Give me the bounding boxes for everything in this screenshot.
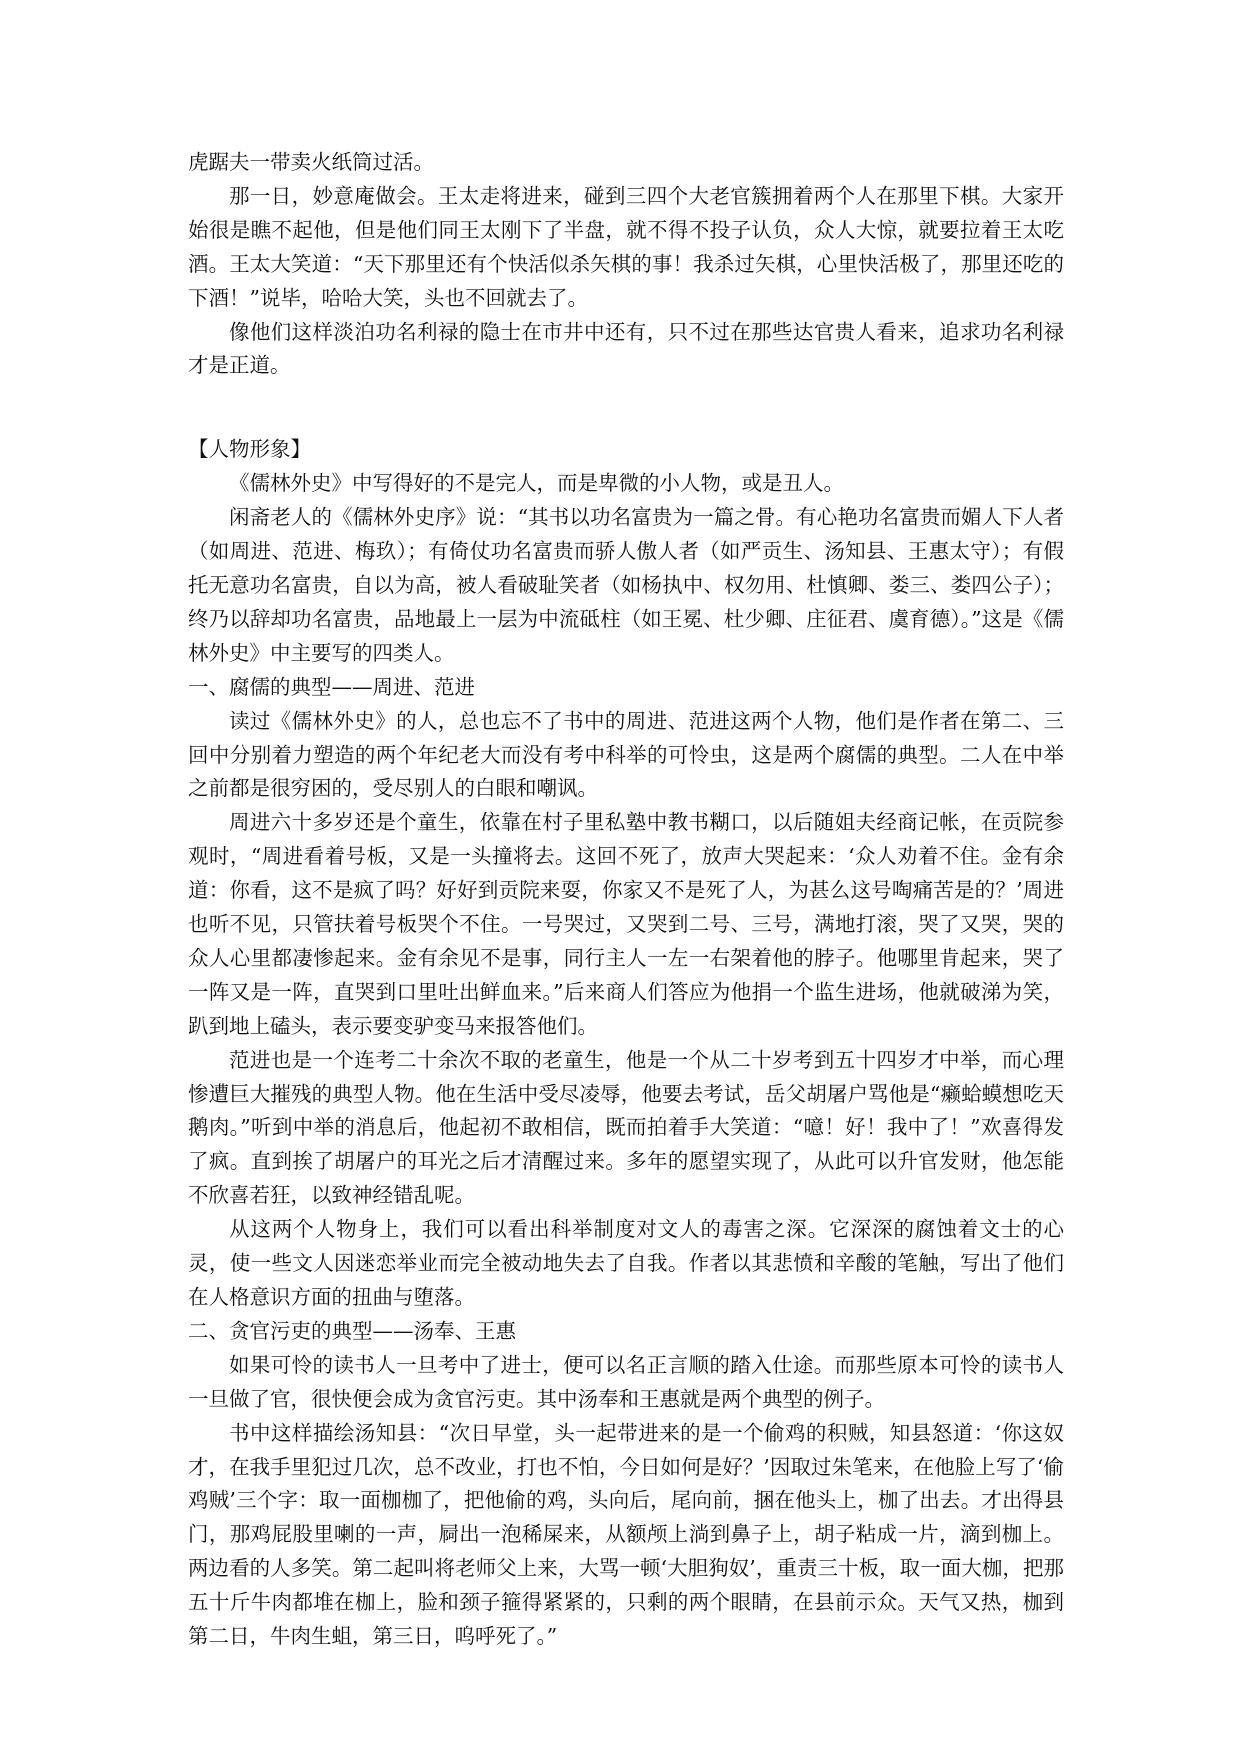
paragraph-wangtai-chess: 那一日，妙意庵做会。王太走将进来，碰到三四个大老官簇拥着两个人在那里下棋。大家开始很是瞧不起他，但是他们同王太刚下了半盘，就不得不投子认负，众人大惊，就要拉着王太吃酒。王太大笑道：“天下那里还有个快活似杀矢棋的事！我杀过矢棋，心里快活极了，那里还吃的下酒！”说毕，哈哈大笑，头也不回就去了。 [188,183,1064,310]
section-gap [188,383,1064,433]
subheading-pedants: 一、腐儒的典型——周进、范进 [188,674,475,699]
paragraph-exam-critique: 从这两个人物身上，我们可以看出科举制度对文人的毒害之深。它深深的腐蚀着文士的心灵，使一些文人因迷恋举业而完全被动地失去了自我。作者以其悲愤和辛酸的笔触，写出了他们在人格意识方面的扭曲与堕落。 [188,1217,1064,1309]
section-heading-characters: 【人物形象】 [188,437,311,462]
paragraph-zhoujin: 周进六十多岁还是个童生，依靠在村子里私塾中教书糊口，以后随姐夫经商记帐，在贡院参观时，“周进看着号板，又是一头撞将去。这回不死了，放声大哭起来：‘众人劝着不住。金有余道：你看，这不是疯了吗？好好到贡院来耍，你家又不是死了人，为甚么这号啕痛苦是的？’周进也听不见，只管扶着号板哭个不住。一号哭过，又哭到二号、三号，满地打滚，哭了又哭，哭的众人心里都凄惨起来。金有余见不是事，同行主人一左一右架着他的脖子。他哪里肯起来，哭了一阵又是一阵，直哭到口里吐出鲜血来。”后来商人们答应为他捐一个监生进场，他就破涕为笑，趴到地上磕头，表示要变驴变马来报答他们。 [188,810,1064,1038]
paragraph-intro: 《儒林外史》中写得好的不是完人，而是卑微的小人物，或是丑人。 [229,471,844,496]
paragraph-preface-quote: 闲斋老人的《儒林外史序》说：“其书以功名富贵为一篇之骨。有心艳功名富贵而媚人下人者（如周进、范进、梅玖）；有倚仗功名富贵而骄人傲人者（如严贡生、汤知县、王惠太守）；有假托无意功名富贵，自以为高，被人看破耻笑者（如杨执中、权勿用、杜慎卿、娄三、娄四公子）；终乃以辞却功名富贵，品地最上一层为中流砥柱（如王冕、杜少卿、庄征君、虞育德）。”这是《儒林外史》中主要写的四类人。 [188,505,1064,665]
document-page [188,146,1064,1654]
paragraph-officials-intro: 如果可怜的读书人一旦考中了进士，便可以名正言顺的踏入仕途。而那些原本可怜的读书人一旦做了官，很快便会成为贪官污吏。其中汤奉和王惠就是两个典型的例子。 [188,1352,1064,1411]
subheading-corrupt-officials: 二、贪官污吏的典型——汤奉、王惠 [188,1318,516,1343]
paragraph-fanjin: 范进也是一个连考二十余次不取的老童生，他是一个从二十岁考到五十四岁才中举，而心理惨遭巨大摧残的典型人物。他在生活中受尽凌辱，他要去考试，岳父胡屠户骂他是“癞蛤蟆想吃天鹅肉。”听到中举的消息后，他起初不敢相信，既而拍着手大笑道：“噫！好！我中了！”欢喜得发了疯。直到挨了胡屠户的耳光之后才清醒过来。多年的愿望实现了，从此可以升官发财，他怎能不欣喜若狂，以致神经错乱呢。 [188,1047,1064,1208]
paragraph-hermits: 像他们这样淡泊功名利禄的隐士在市井中还有，只不过在那些达官贵人看来，追求功名利禄才是正道。 [188,319,1064,378]
paragraph-pedants-intro: 读过《儒林外史》的人，总也忘不了书中的周进、范进这两个人物，他们是作者在第二、三回中分别着力塑造的两个年纪老大而没有考中科举的可怜虫，这是两个腐儒的典型。二人在中举之前都是很穷困的，受尽别人的白眼和嘲讽。 [188,708,1064,801]
paragraph-continuation: 虎踞夫一带卖火纸筒过活。 [188,150,434,174]
paragraph-tang-magistrate: 书中这样描绘汤知县：“次日早堂，头一起带进来的是一个偷鸡的积贼，知县怒道：‘你这奴才，在我手里犯过几次，总不改业，打也不怕，今日如何是好？’因取过朱笔来，在他脸上写了‘偷鸡贼’三个字：取一面枷枷了，把他偷的鸡，头向后，尾向前，捆在他头上，枷了出去。才出得县门，那鸡屁股里喇的一声，屙出一泡稀屎来，从额颅上淌到鼻子上，胡子粘成一片，滴到枷上。两边看的人多笑。第二起叫将老师父上来，大骂一顿‘大胆狗奴’，重责三十板，取一面大枷，把那五十斤牛肉都堆在枷上，脸和颈子箍得紧紧的，只剩的两个眼睛，在县前示众。天气又热，枷到第二日，牛肉生蛆，第三日，呜呼死了。” [188,1420,1064,1649]
